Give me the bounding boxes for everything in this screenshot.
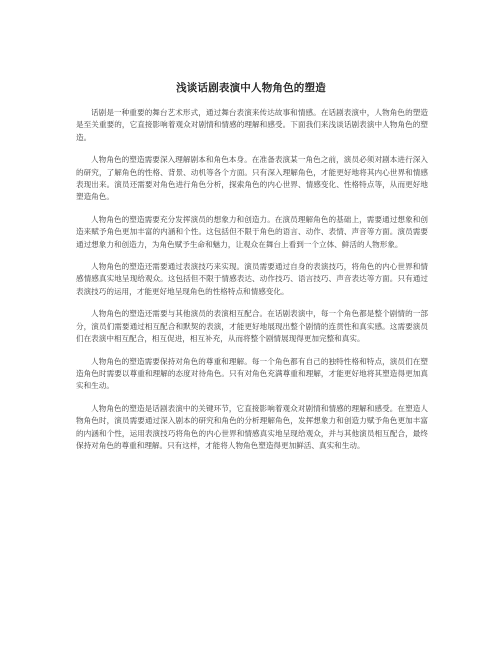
- paragraph: 人物角色的塑造需要充分发挥演员的想象力和创造力。在演员理解角色的基础上，需要通过想象和创造来赋予角色更加丰富的内涵和个性。这包括但不限于角色的语言、动作、表情、声音等方面。演员需要通过想象力和创造力，为角色赋予生命和魅力，让观众在舞台上看到一个立体、鲜活的人物形象。: [76, 214, 428, 249]
- paragraph: 人物角色的塑造需要深入理解剧本和角色本身。在准备表演某一角色之前，演员必须对剧本进行深入的研究，了解角色的性格、背景、动机等各个方面。只有深入理解角色，才能更好地将其内心世界和情感表现出来。演员还需要对角色进行角色分析，探索角色的内心世界、情感变化、性格特点等，从而更好地塑造角色。: [76, 155, 428, 202]
- document-body: [76, 107, 428, 462]
- document-title: 浅谈话剧表演中人物角色的塑造: [176, 82, 326, 94]
- paragraph: 人物角色的塑造还需要与其他演员的表演相互配合。在话剧表演中，每一个角色都是整个剧情的一部分，演员们需要通过相互配合和默契的表演，才能更好地展现出整个剧情的连贯性和真实感。这需要演员们在表演中相互配合，相互促进，相互补充，从而将整个剧情展现得更加完整和真实。: [76, 309, 428, 344]
- paragraph: 人物角色的塑造需要保持对角色的尊重和理解。每一个角色都有自己的独特性格和特点，演员们在塑造角色时需要以尊重和理解的态度对待角色。只有对角色充满尊重和理解，才能更好地将其塑造得更加真实和生动。: [76, 356, 428, 391]
- paragraph: 人物角色的塑造是话剧表演中的关键环节，它直接影响着观众对剧情和情感的理解和感受。在塑造人物角色时，演员需要通过深入剧本的研究和角色的分析理解角色，发挥想象力和创造力赋予角色更加丰富的内涵和个性，运用表演技巧将角色的内心世界和情感真实地呈现给观众，并与其他演员相互配合，最终保持对角色的尊重和理解。只有这样，才能将人物角色塑造得更加鲜活、真实和生动。: [76, 403, 428, 450]
- paragraph: 人物角色的塑造还需要通过表演技巧来实现。演员需要通过自身的表演技巧，将角色的内心世界和情感情感真实地呈现给观众。这包括但不限于情感表达、动作技巧、语言技巧、声音表达等方面。只有通过表演技巧的运用，才能更好地呈现角色的性格特点和情感变化。: [76, 262, 428, 296]
- paragraph: 话剧是一种重要的舞台艺术形式，通过舞台表演来传达故事和情感。在话剧表演中，人物角色的塑造是至关重要的，它直接影响着观众对剧情和情感的理解和感受。下面我们来浅谈话剧表演中人物角色的塑造。: [76, 108, 428, 142]
